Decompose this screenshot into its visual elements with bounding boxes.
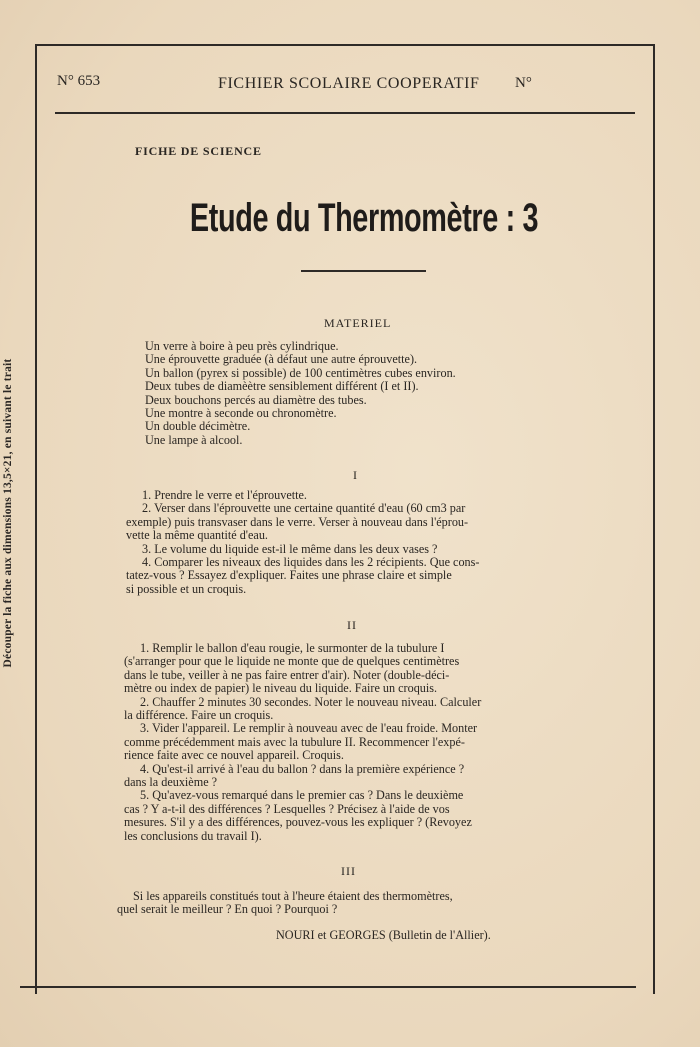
text-line: rience faite avec ce nouvel appareil. Croquis. xyxy=(124,748,344,763)
list-item: Une montre à seconde ou chronomètre. xyxy=(145,406,337,421)
text-line: 3. Vider l'appareil. Le remplir à nouveau avec de l'eau froide. Monter xyxy=(140,721,478,736)
list-item: Une lampe à alcool. xyxy=(145,432,243,447)
text-line: (s'arranger pour que le liquide ne monte que de quelques centimètres xyxy=(124,654,460,669)
number-label: N° xyxy=(515,75,532,91)
frame-bottom-line xyxy=(20,986,636,988)
text-line: 2. Chauffer 2 minutes 30 secondes. Noter le nouveau niveau. Calculer xyxy=(140,694,482,709)
text-line: 4. Comparer les niveaux des liquides dans les 2 récipients. Que cons- xyxy=(142,555,480,570)
card-kind: FICHE DE SCIENCE xyxy=(135,144,262,158)
text-line: si possible et un croquis. xyxy=(126,581,247,596)
text-line: tatez-vous ? Essayez d'expliquer. Faites une phrase claire et simple xyxy=(126,568,452,583)
text-line: exemple) puis transvaser dans le verre. Verser à nouveau dans l'éprou- xyxy=(126,514,469,529)
page-title: Etude du Thermomètre : 3 xyxy=(189,196,539,240)
card-number: N° 653 xyxy=(57,73,101,89)
part3-heading: III xyxy=(341,864,356,878)
text-line: dans le tube, veiller à ne pas faire entrer d'air). Noter (double-déci- xyxy=(124,667,450,682)
text-line: 2. Verser dans l'éprouvette une certaine quantité d'eau (60 cm3 par xyxy=(142,501,466,516)
text-line: Si les appareils constitués tout à l'heure étaient des thermomètres, xyxy=(133,889,453,903)
header-rule xyxy=(55,112,635,114)
materiel-heading: MATERIEL xyxy=(324,316,392,330)
text-line: 1. Prendre le verre et l'éprouvette. xyxy=(142,488,307,502)
list-item: Deux tubes de diamèètre sensiblement différent (I et II). xyxy=(145,379,419,394)
text-line: dans la deuxième ? xyxy=(124,775,218,790)
part3-text xyxy=(117,890,453,917)
list-item: Une éprouvette graduée (à défaut une autre éprouvette). xyxy=(145,352,418,367)
materiel-list xyxy=(145,340,456,447)
signature: NOURI et GEORGES (Bulletin de l'Allier). xyxy=(276,928,491,942)
text-line: quel serait le meilleur ? En quoi ? Pourquoi ? xyxy=(117,902,338,917)
frame-top-line xyxy=(35,44,655,46)
text-line: les conclusions du travail I). xyxy=(124,828,262,843)
text-line: cas ? Y a-t-il des différences ? Lesquelles ? Précisez à l'aide de vos xyxy=(124,801,450,816)
text-line: 1. Remplir le ballon d'eau rougie, le surmonter de la tubulure I xyxy=(140,641,445,655)
list-item: Deux bouchons percés au diamètre des tubes. xyxy=(145,392,367,407)
list-item: Un ballon (pyrex si possible) de 100 centimètres cubes environ. xyxy=(145,365,456,380)
part1-text xyxy=(126,489,479,596)
part2-text xyxy=(124,642,481,843)
text-line: la différence. Faire un croquis. xyxy=(124,708,274,723)
text-line: 3. Le volume du liquide est-il le même dans les deux vases ? xyxy=(142,541,438,556)
text-line: vette la même quantité d'eau. xyxy=(126,528,268,543)
series-title: FICHIER SCOLAIRE COOPERATIF xyxy=(218,75,480,92)
text-line: mètre ou index de papier) le niveau du liquide. Faire un croquis. xyxy=(124,681,438,696)
text-line: 4. Qu'est-il arrivé à l'eau du ballon ? dans la première expérience ? xyxy=(140,761,465,776)
title-rule xyxy=(301,270,426,272)
list-item: Un verre à boire à peu près cylindrique. xyxy=(145,339,339,353)
text-line: mesures. S'il y a des différences, pouvez-vous les expliquer ? (Revoyez xyxy=(124,815,472,830)
part2-heading: II xyxy=(347,618,357,632)
part1-heading: I xyxy=(353,468,358,482)
list-item: Un double décimètre. xyxy=(145,419,251,434)
cut-instruction: Découper la fiche aux dimensions 13,5×21, en suivant le trait xyxy=(2,358,14,668)
text-line: comme précédemment mais avec la tubulure II. Recommencer l'expé- xyxy=(124,734,465,749)
text-line: 5. Qu'avez-vous remarqué dans le premier cas ? Dans le deuxième xyxy=(140,788,464,803)
